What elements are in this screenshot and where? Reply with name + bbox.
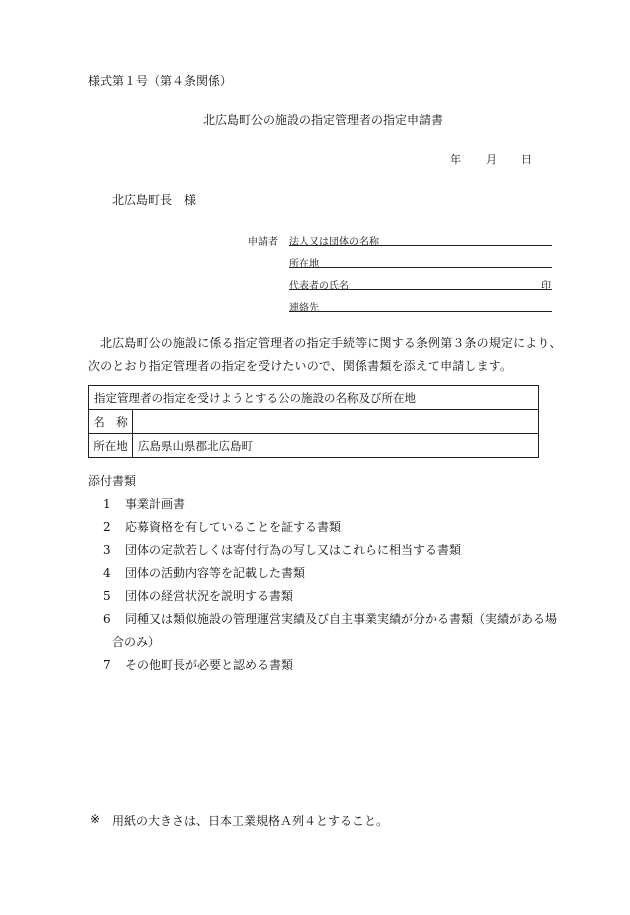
field-address: 所在地 <box>289 259 319 270</box>
attachment-text: 事業計画書 <box>125 497 186 511</box>
note-text: 用紙の大きさは、日本工業規格Ａ列４とすること。 <box>112 814 389 828</box>
attachment-text: 応募資格を有していることを証する書類 <box>125 520 342 534</box>
list-item <box>103 587 293 604</box>
seal-mark: 印 <box>541 281 551 292</box>
list-item <box>103 656 293 673</box>
attachment-number: 6 <box>103 612 111 626</box>
body-text-line-2: 次のとおり指定管理者の指定を受けたいので、関係書類を添えて申請します。 <box>88 359 513 373</box>
note-mark: ※ <box>90 812 101 826</box>
list-item <box>103 610 557 627</box>
table-row <box>89 434 539 458</box>
body-text-line-1: 北広島町公の施設に係る指定管理者の指定手続等に関する条例第３条の規定により、 <box>100 336 562 350</box>
attachment-text: 団体の活動内容等を記載した書類 <box>125 566 306 580</box>
attachment-text-continuation: 合のみ） <box>112 635 161 649</box>
table-row <box>89 410 539 434</box>
attachment-number: 7 <box>103 658 111 672</box>
facility-table <box>88 385 539 458</box>
field-representative-line <box>289 289 552 290</box>
date-month: 月 <box>486 153 497 166</box>
list-item <box>103 495 185 512</box>
attachment-number: 1 <box>103 497 111 511</box>
date-day: 日 <box>521 153 532 166</box>
facility-name-label: 名 称 <box>89 410 133 434</box>
list-item <box>103 518 341 535</box>
facility-name-value <box>133 410 539 434</box>
attachment-text: 同種又は類似施設の管理運営実績及び自主事業実績が分かる書類（実績がある場 <box>125 612 558 626</box>
field-address-line <box>289 267 552 268</box>
field-org-name-line <box>289 245 552 246</box>
attachment-text: 団体の経営状況を説明する書類 <box>125 589 294 603</box>
table-row <box>89 386 539 410</box>
attachment-text: 団体の定款若しくは寄付行為の写し又はこれらに相当する書類 <box>125 543 462 557</box>
field-representative: 代表者の氏名 <box>289 281 349 292</box>
attachment-number: 3 <box>103 543 111 557</box>
attachment-text: その他町長が必要と認める書類 <box>125 658 294 672</box>
facility-address-value: 広島県山県郡北広島町 <box>133 434 539 458</box>
applicant-label: 申請者 <box>248 237 278 248</box>
facility-address-label: 所在地 <box>89 434 133 458</box>
list-item <box>103 564 305 581</box>
page-title: 北広島町公の施設の指定管理者の指定申請書 <box>203 113 444 127</box>
attachment-number: 2 <box>103 520 111 534</box>
field-contact: 連絡先 <box>289 303 319 314</box>
facility-table-header: 指定管理者の指定を受けようとする公の施設の名称及び所在地 <box>89 386 539 410</box>
list-item <box>103 541 461 558</box>
attachment-number: 5 <box>103 589 111 603</box>
form-number: 様式第１号（第４条関係） <box>88 74 233 88</box>
date-year: 年 <box>450 153 461 166</box>
field-org-name: 法人又は団体の名称 <box>289 237 379 248</box>
attachment-number: 4 <box>103 566 111 580</box>
addressee: 北広島町長 様 <box>112 193 197 207</box>
attachments-title: 添付書類 <box>88 474 137 488</box>
field-contact-line <box>289 311 552 312</box>
